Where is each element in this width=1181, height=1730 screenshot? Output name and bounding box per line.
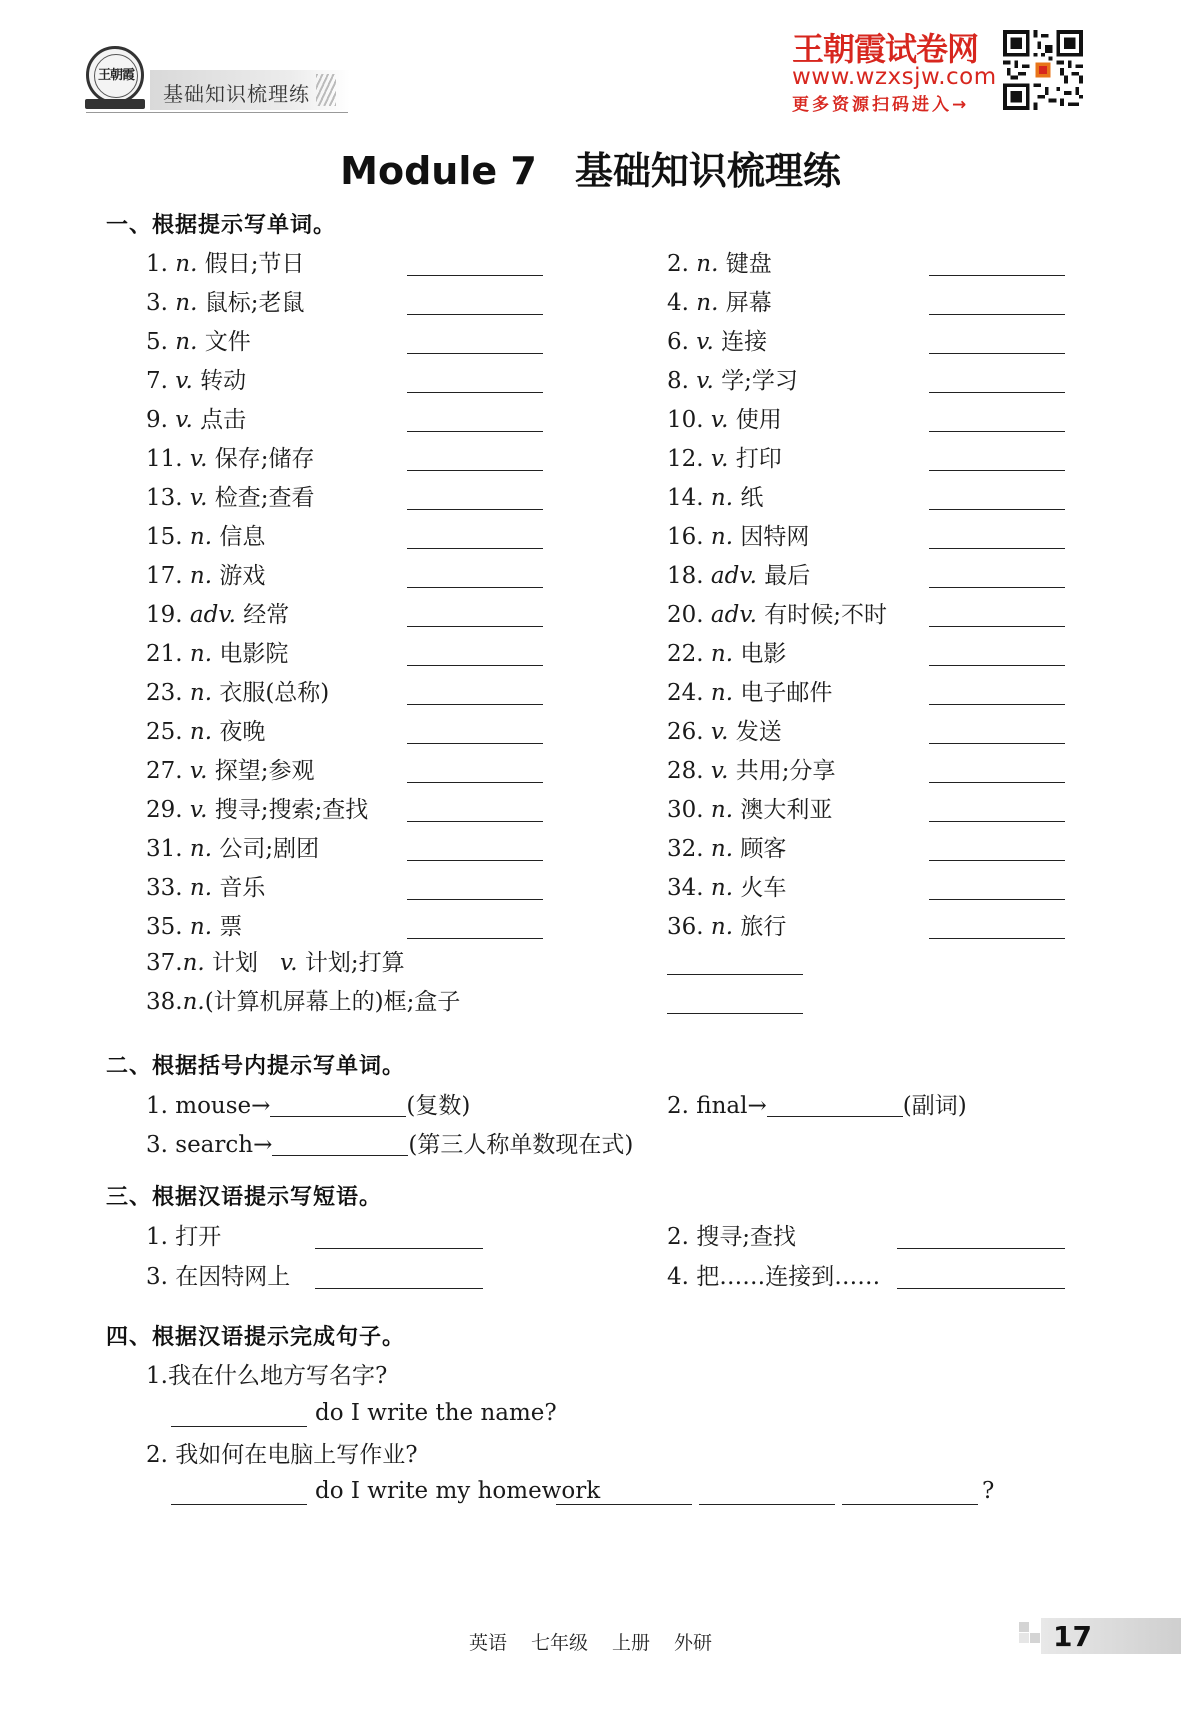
answer-blank[interactable] xyxy=(929,665,1065,666)
answer-blank[interactable] xyxy=(897,1288,1065,1289)
answer-blank[interactable] xyxy=(929,704,1065,705)
answer-blank[interactable] xyxy=(929,509,1065,510)
section4-sentence-2-end: ? xyxy=(982,1478,995,1504)
section2-item-2: 2. final→ (副词) xyxy=(667,1093,967,1119)
section1-item: 17. n. 游戏 xyxy=(146,563,266,589)
section1-item: 25. n. 夜晚 xyxy=(146,719,266,745)
footer-volume: 上册 xyxy=(612,1632,651,1654)
answer-blank[interactable] xyxy=(407,509,543,510)
answer-blank[interactable] xyxy=(407,314,543,315)
section3-item-3: 3. 在因特网上 xyxy=(146,1264,291,1290)
answer-blank[interactable] xyxy=(407,899,543,900)
footer-grade: 七年级 xyxy=(530,1632,588,1654)
answer-blank[interactable] xyxy=(929,392,1065,393)
answer-blank[interactable] xyxy=(407,665,543,666)
answer-blank[interactable] xyxy=(929,275,1065,276)
section1-item: 1. n. 假日;节日 xyxy=(146,251,305,277)
header-rule xyxy=(86,112,348,113)
section1-item: 21. n. 电影院 xyxy=(146,641,289,667)
section1-item: 34. n. 火车 xyxy=(667,875,787,901)
section1-item: 3. n. 鼠标;老鼠 xyxy=(146,290,305,316)
brand-name: 王朝霞试卷网 xyxy=(792,30,979,68)
section1-item: 22. n. 电影 xyxy=(667,641,787,667)
section1-item: 26. v. 发送 xyxy=(667,719,782,745)
section1-item: 28. v. 共用;分享 xyxy=(667,758,836,784)
section1-item: 29. v. 搜寻;搜索;查找 xyxy=(146,797,369,823)
section1-item: 14. n. 纸 xyxy=(667,485,764,511)
section1-item: 8. v. 学;学习 xyxy=(667,368,798,394)
answer-blank[interactable] xyxy=(171,1426,307,1427)
section1-item: 16. n. 因特网 xyxy=(667,524,810,550)
section2-heading: 二、根据括号内提示写单词。 xyxy=(106,1054,406,1079)
section1-item: 6. v. 连接 xyxy=(667,329,768,355)
page-title: Module 7 基础知识梳理练 xyxy=(340,149,841,193)
answer-blank[interactable] xyxy=(929,938,1065,939)
answer-blank[interactable] xyxy=(929,860,1065,861)
section1-item: 12. v. 打印 xyxy=(667,446,782,472)
answer-blank[interactable] xyxy=(929,353,1065,354)
answer-blank[interactable] xyxy=(699,1504,835,1505)
answer-blank[interactable] xyxy=(929,431,1065,432)
answer-blank[interactable] xyxy=(315,1288,483,1289)
section1-item: 24. n. 电子邮件 xyxy=(667,680,833,706)
brand-tagline: 更多资源扫码进入→ xyxy=(792,95,970,115)
section4-prompt-1: 1.我在什么地方写名字? xyxy=(146,1363,388,1389)
answer-blank[interactable] xyxy=(407,821,543,822)
answer-blank[interactable] xyxy=(929,314,1065,315)
footer-publisher: 外研 xyxy=(674,1632,713,1654)
section1-item: 19. adv. 经常 xyxy=(146,602,290,628)
section4-heading: 四、根据汉语提示完成句子。 xyxy=(106,1325,406,1350)
section1-item: 5. n. 文件 xyxy=(146,329,251,355)
section1-item: 9. v. 点击 xyxy=(146,407,247,433)
answer-blank[interactable] xyxy=(407,626,543,627)
section2-item-3: 3. search→ (第三人称单数现在式) xyxy=(146,1132,634,1158)
section2-item-1: 1. mouse→ (复数) xyxy=(146,1093,471,1119)
section1-item: 15. n. 信息 xyxy=(146,524,266,550)
answer-blank[interactable] xyxy=(556,1504,692,1505)
answer-blank[interactable] xyxy=(407,743,543,744)
section1-item: 35. n. 票 xyxy=(146,914,243,940)
answer-blank[interactable] xyxy=(842,1504,978,1505)
answer-blank[interactable] xyxy=(407,704,543,705)
section3-heading: 三、根据汉语提示写短语。 xyxy=(106,1185,383,1210)
section3-item-2: 2. 搜寻;查找 xyxy=(667,1224,797,1250)
answer-blank[interactable] xyxy=(929,626,1065,627)
answer-blank[interactable] xyxy=(929,899,1065,900)
section1-item: 13. v. 检查;查看 xyxy=(146,485,315,511)
answer-blank[interactable] xyxy=(407,587,543,588)
footer-info xyxy=(0,1628,1181,1655)
section1-item: 4. n. 屏幕 xyxy=(667,290,772,316)
answer-blank[interactable] xyxy=(315,1248,483,1249)
answer-blank[interactable] xyxy=(929,743,1065,744)
section1-item: 10. v. 使用 xyxy=(667,407,782,433)
answer-blank[interactable] xyxy=(929,470,1065,471)
logo-ribbon xyxy=(85,99,145,109)
brand-url[interactable]: www.wzxsjw.com xyxy=(792,64,997,90)
answer-blank[interactable] xyxy=(929,548,1065,549)
answer-blank[interactable] xyxy=(270,1094,406,1117)
answer-blank[interactable] xyxy=(407,860,543,861)
answer-blank[interactable] xyxy=(897,1248,1065,1249)
section1-item: 7. v. 转动 xyxy=(146,368,247,394)
section3-item-4: 4. 把……连接到…… xyxy=(667,1264,881,1290)
section1-item: 33. n. 音乐 xyxy=(146,875,266,901)
section1-item: 23. n. 衣服(总称) xyxy=(146,680,330,706)
section4-sentence-2: do I write my homework xyxy=(315,1478,601,1504)
answer-blank[interactable] xyxy=(407,548,543,549)
answer-blank[interactable] xyxy=(407,938,543,939)
page-number: 17 xyxy=(1053,1620,1092,1653)
answer-blank[interactable] xyxy=(407,470,543,471)
header-label: 基础知识梳理练 xyxy=(163,82,310,106)
footer-subject: 英语 xyxy=(468,1632,507,1654)
answer-blank[interactable] xyxy=(272,1133,408,1156)
publisher-logo xyxy=(86,46,144,104)
answer-blank[interactable] xyxy=(407,275,543,276)
answer-blank[interactable] xyxy=(407,353,543,354)
section1-item: 30. n. 澳大利亚 xyxy=(667,797,833,823)
logo-text: 王朝霞 xyxy=(94,54,138,98)
answer-blank[interactable] xyxy=(767,1094,903,1117)
section1-item-37: 37.n. 计划 v. 计划;打算 xyxy=(146,950,405,976)
section1-item: 18. adv. 最后 xyxy=(667,563,811,589)
section1-item: 2. n. 键盘 xyxy=(667,251,772,277)
answer-blank-38[interactable] xyxy=(667,1013,803,1014)
answer-blank-37[interactable] xyxy=(667,974,803,975)
section3-item-1: 1. 打开 xyxy=(146,1224,222,1250)
section1-item: 32. n. 顾客 xyxy=(667,836,787,862)
section1-item: 11. v. 保存;储存 xyxy=(146,446,315,472)
answer-blank[interactable] xyxy=(171,1504,307,1505)
answer-blank[interactable] xyxy=(929,587,1065,588)
section1-item-38: 38.n.(计算机屏幕上的)框;盒子 xyxy=(146,989,461,1015)
answer-blank[interactable] xyxy=(929,782,1065,783)
section4-prompt-2: 2. 我如何在电脑上写作业? xyxy=(146,1442,418,1468)
answer-blank[interactable] xyxy=(407,392,543,393)
section1-item: 36. n. 旅行 xyxy=(667,914,787,940)
answer-blank[interactable] xyxy=(407,431,543,432)
qr-code-icon[interactable] xyxy=(1003,28,1083,112)
section4-sentence-1: do I write the name? xyxy=(315,1400,557,1426)
answer-blank[interactable] xyxy=(929,821,1065,822)
section1-item: 27. v. 探望;参观 xyxy=(146,758,315,784)
answer-blank[interactable] xyxy=(407,782,543,783)
section1-heading: 一、根据提示写单词。 xyxy=(106,213,337,238)
page-number-decoration xyxy=(1019,1622,1041,1644)
section1-item: 31. n. 公司;剧团 xyxy=(146,836,320,862)
section1-item: 20. adv. 有时候;不时 xyxy=(667,602,887,628)
